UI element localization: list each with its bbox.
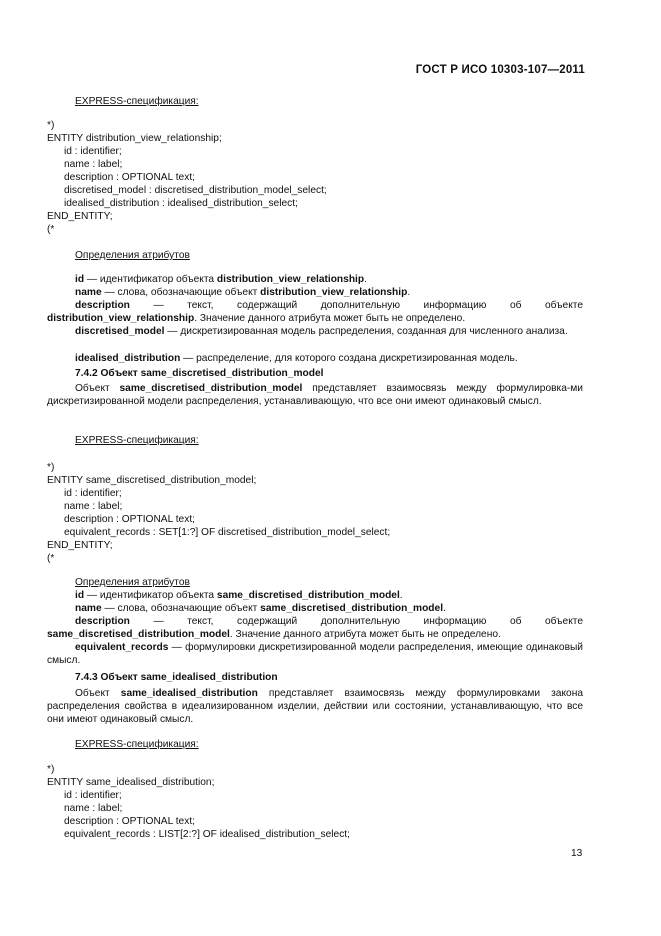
- code-line: description : OPTIONAL text;: [64, 514, 195, 525]
- code-line: END_ENTITY;: [47, 211, 113, 222]
- section-intro-7-4-3: Объект same_idealised_distribution представляет взаимосвязь между формулировками закона распределения свойства в идеализированном изделии, действии или состоянии, устанавливающую, что все они имеют одинаковый смысл.: [47, 688, 583, 725]
- code-line: id : identifier;: [64, 488, 122, 499]
- attr-def-description: description — текст, содержащий дополнительную информацию об объекте same_discretised_distribution_model. Значение данного атрибута может быть не определено.: [47, 616, 583, 640]
- code-line: name : label;: [64, 803, 123, 814]
- attribute-definitions-heading-1: Определения атрибутов: [75, 250, 190, 261]
- code-line: id : identifier;: [64, 146, 122, 157]
- attr-def-name: name — слова, обозначающие объект same_discretised_distribution_model.: [75, 603, 446, 614]
- attr-def-id: id — идентификатор объекта distribution_view_relationship.: [75, 274, 367, 285]
- code-line: ENTITY distribution_view_relationship;: [47, 133, 222, 144]
- attribute-definitions-heading-2: Определения атрибутов: [75, 577, 190, 588]
- code-line: (*: [47, 224, 55, 235]
- attr-def-name: name — слова, обозначающие объект distribution_view_relationship.: [75, 287, 411, 298]
- attr-def-idealised-distribution: idealised_distribution — распределение, для которого создана дискретизированная модель.: [75, 353, 518, 364]
- code-line: name : label;: [64, 501, 123, 512]
- code-line: ENTITY same_discretised_distribution_model;: [47, 475, 257, 486]
- attr-def-discretised-model: discretised_model — дискретизированная модель распределения, созданная для численного анализа.: [75, 326, 568, 337]
- express-spec-heading-3: EXPRESS-спецификация:: [75, 739, 199, 750]
- attr-def-description: description — текст, содержащий дополнительную информацию об объекте distribution_view_relationship. Значение данного атрибута может быть не определено.: [47, 300, 583, 324]
- express-spec-heading-2: EXPRESS-спецификация:: [75, 435, 199, 446]
- express-spec-heading-1: EXPRESS-спецификация:: [75, 96, 199, 107]
- document-header: ГОСТ Р ИСО 10303-107—2011: [415, 64, 585, 76]
- attr-def-equivalent-records: equivalent_records — формулировки дискретизированной модели распределения, имеющие одинаковый смысл.: [47, 642, 583, 666]
- code-line: equivalent_records : LIST[2:?] OF idealised_distribution_select;: [64, 829, 350, 840]
- code-line: description : OPTIONAL text;: [64, 816, 195, 827]
- code-line: *): [47, 120, 55, 131]
- code-line: description : OPTIONAL text;: [64, 172, 195, 183]
- section-title-7-4-3: 7.4.3 Объект same_idealised_distribution: [75, 672, 278, 683]
- page-number: 13: [571, 848, 583, 859]
- code-line: idealised_distribution : idealised_distribution_select;: [64, 198, 298, 209]
- code-line: id : identifier;: [64, 790, 122, 801]
- section-title-7-4-2: 7.4.2 Объект same_discretised_distribution_model: [75, 368, 324, 379]
- section-intro-7-4-2: Объект same_discretised_distribution_model представляет взаимосвязь между формулировка-ми дискретизированной модели распределения, устанавливающую, что все они имеют одинаковый смысл.: [47, 383, 583, 407]
- code-line: *): [47, 462, 55, 473]
- code-line: (*: [47, 553, 55, 564]
- code-line: *): [47, 764, 55, 775]
- code-line: name : label;: [64, 159, 123, 170]
- code-line: equivalent_records : SET[1:?] OF discretised_distribution_model_select;: [64, 527, 391, 538]
- code-line: END_ENTITY;: [47, 540, 113, 551]
- attr-def-id: id — идентификатор объекта same_discretised_distribution_model.: [75, 590, 403, 601]
- code-line: discretised_model : discretised_distribution_model_select;: [64, 185, 327, 196]
- code-line: ENTITY same_idealised_distribution;: [47, 777, 215, 788]
